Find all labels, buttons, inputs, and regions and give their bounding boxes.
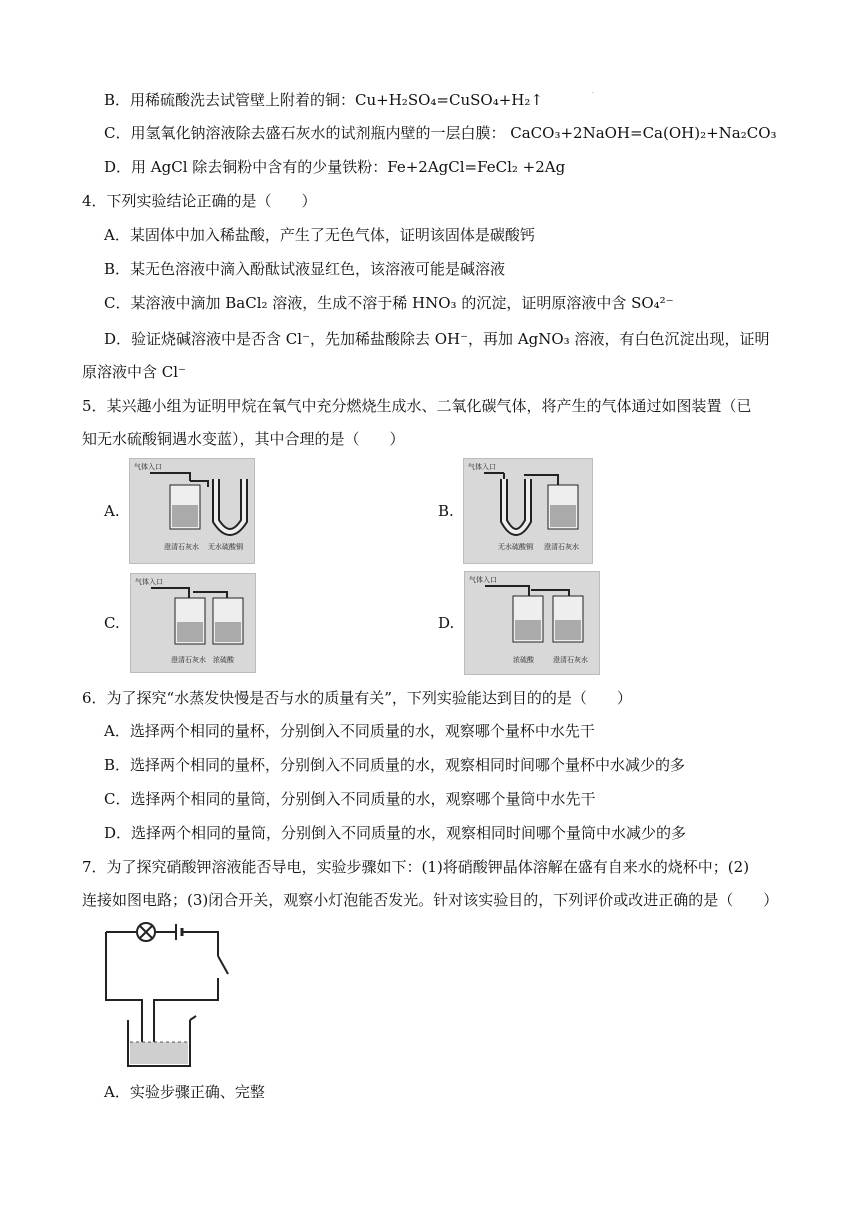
fig-d-right-label: 澄清石灰水 [553, 656, 588, 664]
fig-b-left-label: 无水硫酸铜 [498, 543, 533, 551]
inlet-label-a: 气体入口 [134, 463, 162, 471]
q7-stem-line2: 连接如图电路；(3)闭合开关，观察小灯泡能否发光。针对该实验目的，下列评价或改进正确的是（ ） [82, 891, 779, 909]
q3-option-b: B．用稀硫酸洗去试管壁上附着的铜：Cu+H₂SO₄=CuSO₄+H₂↑ [104, 91, 543, 109]
fig-a-left-label: 澄清石灰水 [164, 543, 199, 551]
q4-option-a: A．某固体中加入稀盐酸，产生了无色气体，证明该固体是碳酸钙 [104, 226, 535, 244]
fig-c-right-label: 浓硫酸 [213, 656, 234, 664]
q4-option-b: B．某无色溶液中滴入酚酞试液显红色，该溶液可能是碱溶液 [104, 260, 506, 278]
q5-figure-d [464, 571, 600, 675]
q5-figure-c [130, 573, 256, 673]
q6-option-a: A．选择两个相同的量杯，分别倒入不同质量的水，观察哪个量杯中水先干 [104, 722, 595, 740]
inlet-label-c: 气体入口 [135, 578, 163, 586]
fig-c-left-label: 澄清石灰水 [171, 656, 206, 664]
fig-b-right-label: 澄清石灰水 [544, 543, 579, 551]
q5-label-d: D. [438, 614, 455, 632]
scan-speck: · [592, 90, 594, 97]
q4-option-c: C．某溶液中滴加 BaCl₂ 溶液，生成不溶于稀 HNO₃ 的沉淀，证明原溶液中含 SO₄²⁻ [104, 294, 674, 312]
q3-option-c: C．用氢氧化钠溶液除去盛石灰水的试剂瓶内壁的一层白膜： CaCO₃+2NaOH=Ca(OH)₂+Na₂CO₃ [104, 124, 777, 142]
q6-option-b: B．选择两个相同的量杯，分别倒入不同质量的水，观察相同时间哪个量杯中水减少的多 [104, 756, 686, 774]
q7-stem-line1: 7．为了探究硝酸钾溶液能否导电，实验步骤如下：(1)将硝酸钾晶体溶解在盛有自来水的烧杯中；(2) [82, 858, 750, 876]
q4-stem: 4．下列实验结论正确的是（ ） [82, 192, 317, 210]
fig-a-right-label: 无水硫酸铜 [208, 543, 243, 551]
q6-option-d: D．选择两个相同的量筒，分别倒入不同质量的水，观察相同时间哪个量筒中水减少的多 [104, 824, 687, 842]
q5-stem-line2: 知无水硫酸铜遇水变蓝），其中合理的是（ ） [82, 430, 405, 448]
fig-d-left-label: 浓硫酸 [513, 656, 534, 664]
q7-option-a: A．实验步骤正确、完整 [104, 1083, 265, 1101]
q7-circuit-diagram [98, 916, 238, 1076]
inlet-label-d: 气体入口 [469, 576, 497, 584]
q5-figure-a [129, 458, 255, 564]
q5-label-a: A. [104, 502, 120, 520]
q6-stem: 6．为了探究“水蒸发快慢是否与水的质量有关”，下列实验能达到目的的是（ ） [82, 689, 632, 707]
q5-figure-b [463, 458, 593, 564]
q5-stem-line1: 5．某兴趣小组为证明甲烷在氧气中充分燃烧生成水、二氧化碳气体，将产生的气体通过如图装置（已 [82, 397, 752, 415]
q6-option-c: C．选择两个相同的量筒，分别倒入不同质量的水，观察哪个量筒中水先干 [104, 790, 596, 808]
q4-option-d-line1: D．验证烧碱溶液中是否含 Cl⁻，先加稀盐酸除去 OH⁻，再加 AgNO₃ 溶液，有白色沉淀出现，证明 [104, 330, 770, 348]
inlet-label-b: 气体入口 [468, 463, 496, 471]
q3-option-d: D．用 AgCl 除去铜粉中含有的少量铁粉：Fe+2AgCl=FeCl₂ +2Ag [104, 158, 566, 176]
q5-label-b: B. [438, 502, 454, 520]
q5-label-c: C. [104, 614, 120, 632]
q4-option-d-line2: 原溶液中含 Cl⁻ [82, 363, 186, 381]
